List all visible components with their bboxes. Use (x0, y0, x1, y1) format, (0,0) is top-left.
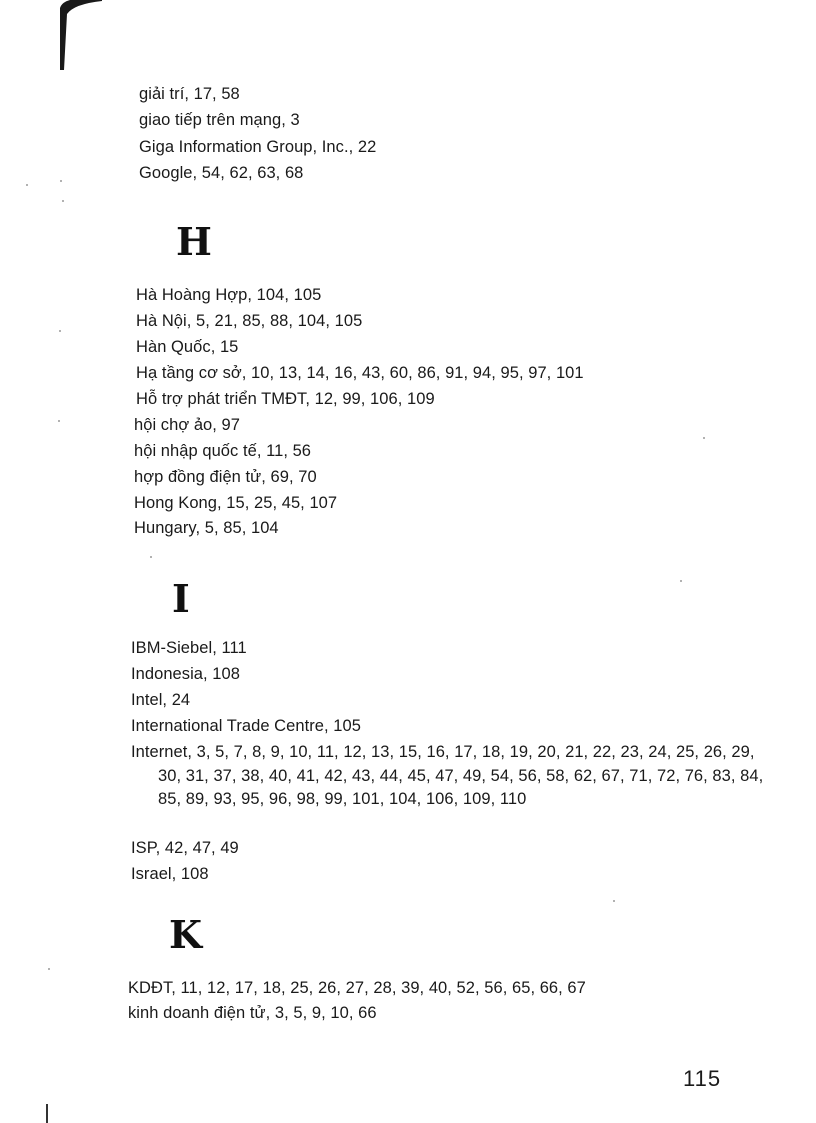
index-entry: Intel, 24 (131, 691, 191, 709)
index-entry: Indonesia, 108 (131, 665, 240, 683)
index-entry: Google, 54, 62, 63, 68 (139, 164, 304, 182)
index-entry: giải trí, 17, 58 (139, 85, 240, 103)
scan-speck (60, 180, 62, 182)
index-entry: hội nhập quốc tế, 11, 56 (134, 442, 312, 460)
scan-speck (26, 184, 28, 186)
index-entry: Hong Kong, 15, 25, 45, 107 (134, 494, 338, 512)
index-entry: Hạ tầng cơ sở, 10, 13, 14, 16, 43, 60, 86, 91, 94, 95, 97, 101 (136, 364, 584, 382)
index-entry: Hà Hoàng Hợp, 104, 105 (136, 286, 322, 304)
page-corner-mark (60, 0, 102, 70)
index-entry: International Trade Centre, 105 (131, 717, 361, 735)
index-entry: Hàn Quốc, 15 (136, 338, 239, 356)
scan-speck (613, 900, 615, 902)
index-entry: IBM-Siebel, 111 (131, 639, 247, 657)
section-letter: K (169, 912, 203, 957)
page-number: 115 (683, 1066, 722, 1091)
scan-speck (48, 968, 50, 970)
index-entry: Israel, 108 (131, 865, 209, 883)
scan-speck (680, 580, 682, 582)
index-entry: hội chợ ảo, 97 (134, 416, 241, 434)
index-entry: Hỗ trợ phát triển TMĐT, 12, 99, 106, 109 (136, 390, 435, 408)
index-entry: Hà Nội, 5, 21, 85, 88, 104, 105 (136, 312, 363, 330)
index-entry: Hungary, 5, 85, 104 (134, 519, 279, 537)
scan-speck (62, 200, 64, 202)
section-letter: I (172, 576, 190, 621)
section-letter: H (176, 219, 212, 264)
index-entry: giao tiếp trên mạng, 3 (139, 111, 300, 129)
index-entry-multiline: Internet, 3, 5, 7, 8, 9, 10, 11, 12, 13, 15, 16, 17, 18, 19, 20, 21, 22, 23, 24, 25, 26, 29, 30, 31, 37, 38, 40, 41, 42, 43, 44, 45, 47, 49, 54, 56, 58, 62, 67, 71, 72, 76, 83, 84, 85, 89, 93, 95, 96, 98, 99, 101, 104, 106, 109, 110 (131, 743, 764, 808)
index-entry: KDĐT, 11, 12, 17, 18, 25, 26, 27, 28, 39, 40, 52, 56, 65, 66, 67 (128, 979, 586, 997)
index-entry: hợp đồng điện tử, 69, 70 (134, 468, 317, 486)
scan-speck (703, 437, 705, 439)
scan-speck (150, 556, 152, 558)
scan-speck (58, 420, 60, 422)
index-entry: kinh doanh điện tử, 3, 5, 9, 10, 66 (128, 1004, 377, 1022)
scan-speck (59, 330, 61, 332)
index-entry: ISP, 42, 47, 49 (131, 839, 239, 857)
index-entry: Giga Information Group, Inc., 22 (139, 138, 377, 156)
scan-edge-mark (46, 1104, 48, 1123)
